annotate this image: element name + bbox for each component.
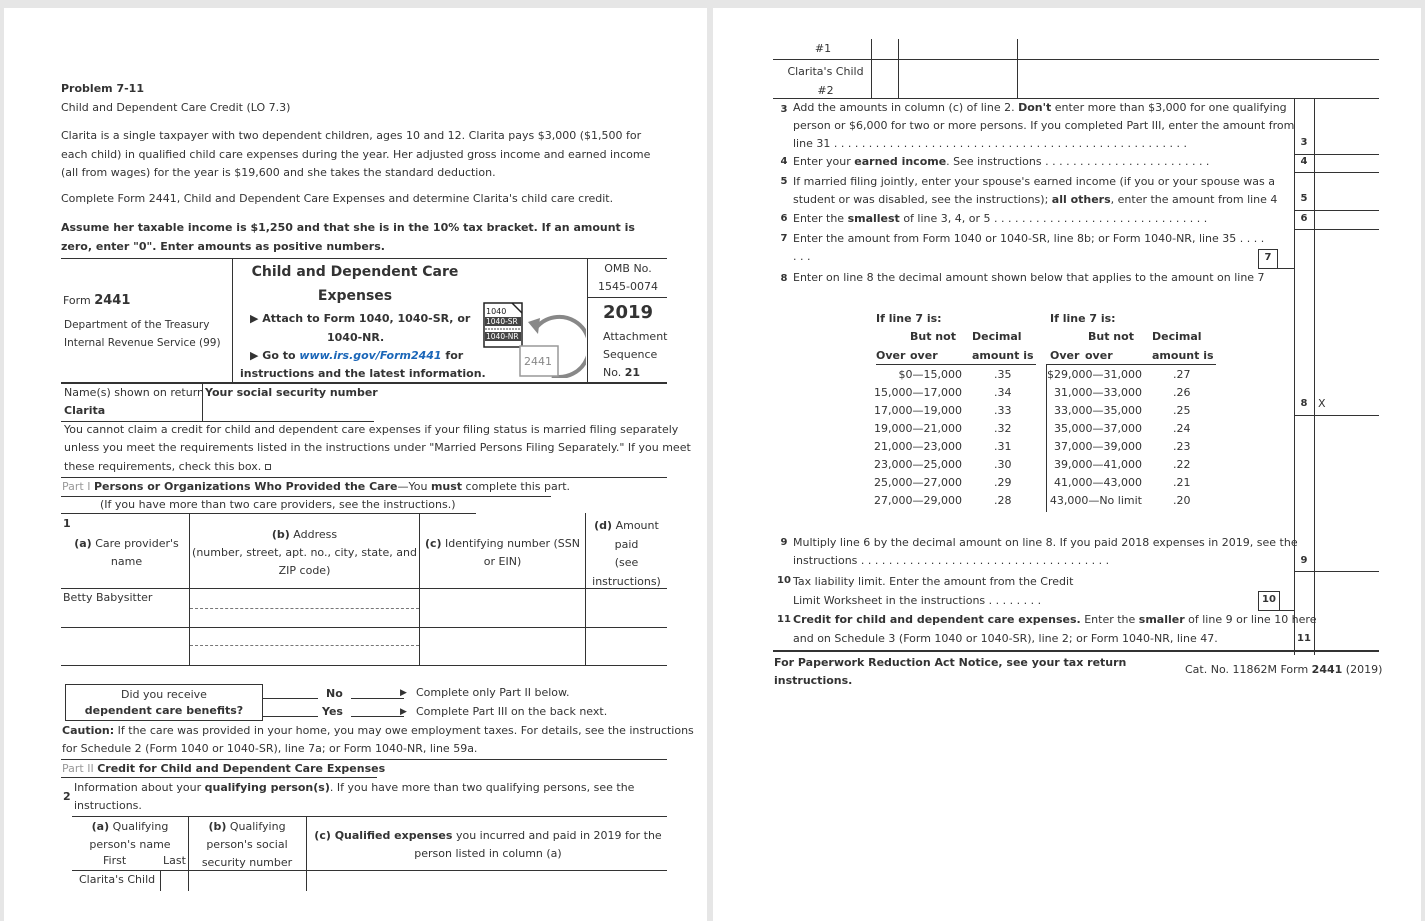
line3-text-2: person or $6,000 for two or more persons. If you completed Part III, enter the amount from xyxy=(793,119,1295,132)
child-col-div-3 xyxy=(1017,39,1018,99)
line4-text: Enter your earned income. See instructions . . . . . . . . . . . . . . . . . . . . . . . . xyxy=(793,155,1210,168)
right-decimal: .24 xyxy=(1173,422,1191,435)
line2-number: 2 xyxy=(63,790,71,803)
right-range: 33,000—35,000 xyxy=(1054,404,1142,417)
left-range: 21,000—23,000 xyxy=(874,440,962,453)
right-range: 39,000—41,000 xyxy=(1054,458,1142,471)
left-range: 15,000—17,000 xyxy=(874,386,962,399)
table-decimal-left: Decimal xyxy=(972,330,1022,343)
table-head-rule-left xyxy=(876,364,1036,365)
table-over2-right: over xyxy=(1085,349,1113,362)
left-ranges-col xyxy=(873,366,962,510)
line3-text-1: Add the amounts in column (c) of line 2. Don't enter more than $3,000 for one qualifying xyxy=(793,101,1287,114)
col-c-header: (c) Identifying number (SSN or EIN) xyxy=(424,537,581,568)
provider-row-rule-2 xyxy=(61,665,667,666)
problem-paragraph-2: Complete Form 2441, Child and Dependent Care Expenses and determine Clarita's child care credit. xyxy=(61,192,614,205)
caution-rule xyxy=(61,759,667,760)
right-decimal: .27 xyxy=(1173,368,1191,381)
table-head-left: If line 7 is: xyxy=(876,312,942,325)
q-header-rule xyxy=(72,870,667,871)
no-action: Complete only Part II below. xyxy=(416,686,570,699)
address-dash-1 xyxy=(190,608,419,609)
line7-text-1: Enter the amount from Form 1040 or 1040-SR, line 8b; or Form 1040-NR, line 35 . . . . xyxy=(793,232,1265,245)
icon-label-1040: 1040 xyxy=(486,307,507,316)
line3-rule[interactable] xyxy=(1294,154,1379,155)
part1-heading: Part I Persons or Organizations Who Provided the Care—You must complete this part. xyxy=(62,480,571,493)
caution-line-2: for Schedule 2 (Form 1040 or 1040-SR), line 7a; or Form 1040-NR, line 59a. xyxy=(62,742,478,755)
icon-label-1040nr: 1040-NR xyxy=(486,332,519,341)
caution-line-1: Caution: If the care was provided in your home, you may owe employment taxes. For details, see the instructions xyxy=(62,724,694,737)
line2-text-2: instructions. xyxy=(74,799,142,812)
no-arrow-icon: ▶ xyxy=(400,688,407,698)
line6-text: Enter the smallest of line 3, 4, or 5 . . . . . . . . . . . . . . . . . . . . . . . . . . . . . . . xyxy=(793,212,1208,225)
line10-number: 10 xyxy=(777,575,791,586)
ssn-label: Your social security number xyxy=(205,386,378,399)
right-page xyxy=(713,8,1421,921)
q-first-last-div xyxy=(160,870,161,891)
q-col-a-last: Last xyxy=(163,854,186,867)
q-col-a-header: (a) Qualifying person's name xyxy=(89,820,171,851)
problem-title: Problem 7-11 xyxy=(61,82,144,95)
line8-number: 8 xyxy=(780,273,788,284)
goto-line-2: instructions and the latest information. xyxy=(240,367,486,380)
line8-text: Enter on line 8 the decimal amount shown below that applies to the amount on line 7 xyxy=(793,271,1265,284)
line2-rule xyxy=(72,816,667,817)
header-bottom-rule xyxy=(61,382,667,384)
line4-number: 4 xyxy=(780,156,788,167)
address-dash-2 xyxy=(190,645,419,646)
left-page xyxy=(4,8,707,921)
line10-text-2: Limit Worksheet in the instructions . . . . . . . . xyxy=(793,594,1042,607)
line11-text-1: Credit for child and dependent care expenses. Enter the smaller of line 9 or line 10 here xyxy=(793,613,1317,626)
right-decimal: .25 xyxy=(1173,404,1191,417)
table-amount-right: amount is xyxy=(1152,349,1214,362)
left-range: 27,000—29,000 xyxy=(874,494,962,507)
right-decimal: .21 xyxy=(1173,476,1191,489)
footer-rule xyxy=(773,650,1379,652)
line10-rule[interactable] xyxy=(1258,610,1294,611)
table-head-right: If line 7 is: xyxy=(1050,312,1116,325)
line9-number: 9 xyxy=(780,537,788,548)
names-divider xyxy=(202,384,203,421)
header-divider-2 xyxy=(587,258,588,382)
right-range: 43,000—No limit xyxy=(1049,494,1142,507)
right-range: 31,000—33,000 xyxy=(1054,386,1142,399)
omb-number: 1545-0074 xyxy=(598,280,658,293)
child-row-2-rule xyxy=(773,98,1379,99)
table-decimal-right: Decimal xyxy=(1152,330,1202,343)
table-over-right: Over xyxy=(1050,349,1080,362)
line10-text-1: Tax liability limit. Enter the amount from the Credit xyxy=(793,575,1074,588)
left-range: 19,000—21,000 xyxy=(874,422,962,435)
left-range: 23,000—25,000 xyxy=(874,458,962,471)
left-decimal: .29 xyxy=(994,476,1012,489)
problem-paragraph-3: Assume her taxable income is $1,250 and that she is in the 10% tax bracket. If an amount is zero, enter "0". Enter amounts as positive numbers. xyxy=(61,221,635,253)
problem-paragraph-1: Clarita is a single taxpayer with two dependent children, ages 10 and 12. Clarita pays $3,000 ($1,500 for each child) in qualified child care expenses during the year. Her adjusted gross income and earned income (all from wages) for the year is $19,600 and she takes the standard deduction. xyxy=(61,129,651,179)
table-over-left: Over xyxy=(876,349,906,362)
name-rule xyxy=(61,421,374,422)
q-col-b-header: (b) Qualifying person's social security number xyxy=(201,820,293,869)
yes-label[interactable]: Yes xyxy=(322,705,343,718)
child-col-div-1 xyxy=(871,39,872,99)
dept-treasury: Department of the Treasury xyxy=(64,319,210,331)
left-decimal: .31 xyxy=(994,440,1012,453)
right-range: 35,000—37,000 xyxy=(1054,422,1142,435)
provider-name-1[interactable]: Betty Babysitter xyxy=(63,591,153,604)
yes-leader-1 xyxy=(263,716,318,717)
provider-header-rule xyxy=(61,588,667,589)
line8-rule[interactable] xyxy=(1294,415,1379,416)
mfs-rule xyxy=(61,477,667,478)
line5-box-number: 5 xyxy=(1300,193,1308,204)
left-decimal: .30 xyxy=(994,458,1012,471)
left-decimal: .32 xyxy=(994,422,1012,435)
left-range: 25,000—27,000 xyxy=(874,476,962,489)
icon-label-1040sr: 1040-SR xyxy=(486,317,518,326)
line9-text-2: instructions . . . . . . . . . . . . . . . . . . . . . . . . . . . . . . . . . . . . xyxy=(793,554,1110,567)
child-row-1-label: #1 xyxy=(814,42,832,55)
line4-rule[interactable] xyxy=(1294,172,1379,173)
line1-number: 1 xyxy=(63,517,71,530)
tax-year: 2019 xyxy=(602,302,654,323)
icon-label-2441: 2441 xyxy=(524,355,552,368)
yes-leader-2 xyxy=(351,716,404,717)
part1-heading-rule xyxy=(61,496,551,497)
names-label: Name(s) shown on return xyxy=(64,386,204,399)
right-decimal: .23 xyxy=(1173,440,1191,453)
child-row-1-rule xyxy=(773,59,1379,60)
part1-note-rule xyxy=(61,513,476,514)
line4-box-number: 4 xyxy=(1300,156,1308,167)
right-decimal: .22 xyxy=(1173,458,1191,471)
left-decimal: .28 xyxy=(994,494,1012,507)
table-but-not-left: But not xyxy=(910,330,956,343)
right-range: $29,000—31,000 xyxy=(1047,368,1142,381)
line10-box-number: 10 xyxy=(1262,594,1276,605)
line9-rule[interactable] xyxy=(1294,571,1379,572)
line5-text-1: If married filing jointly, enter your spouse's earned income (if you or your spouse was a xyxy=(793,175,1275,188)
table-head-rule-right xyxy=(1046,364,1216,365)
q-col-a-first: First xyxy=(103,854,127,867)
table-but-not-right: But not xyxy=(1088,330,1134,343)
yes-arrow-icon: ▶ xyxy=(400,707,407,717)
line5-number: 5 xyxy=(780,176,788,187)
no-leader-2 xyxy=(351,698,404,699)
left-range: $0—15,000 xyxy=(898,368,962,381)
seq-label-2: Sequence xyxy=(603,348,658,361)
no-label[interactable]: No xyxy=(326,687,343,700)
left-range: 17,000—19,000 xyxy=(874,404,962,417)
seq-label-3: No. 21 xyxy=(603,366,641,379)
qualifying-child-1-name[interactable]: Clarita's Child xyxy=(79,873,156,886)
header-divider-1 xyxy=(232,258,233,382)
line3-text-3: line 31 . . . . . . . . . . . . . . . . . . . . . . . . . . . . . . . . . . . . . . . . . . . . . . . . . . . xyxy=(793,137,1187,150)
part2-heading: Part II Credit for Child and Dependent Care Expenses xyxy=(62,762,386,775)
attach-line-1: ▶ Attach to Form 1040, 1040-SR, or xyxy=(250,312,471,325)
child-col-div-2 xyxy=(898,39,899,99)
line8-box-number: 8 xyxy=(1300,398,1308,409)
omb-label: OMB No. xyxy=(604,262,652,275)
form-attachment-icon xyxy=(482,302,586,378)
line7-text-2: . . . xyxy=(793,250,811,263)
line5-text-2: student or was disabled, see the instructions); all others, enter the amount from line 4 xyxy=(793,193,1278,206)
problem-subtitle: Child and Dependent Care Credit (LO 7.3) xyxy=(61,101,291,114)
line11-box-number: 11 xyxy=(1297,633,1311,644)
right-decimal: .20 xyxy=(1173,494,1191,507)
benefits-question-box: Did you receive dependent care benefits? xyxy=(65,684,263,721)
header-top-rule xyxy=(61,258,667,259)
right-decimal: .26 xyxy=(1173,386,1191,399)
right-decimals-col xyxy=(1173,366,1213,510)
part2-heading-rule xyxy=(61,777,377,778)
line7-rule[interactable] xyxy=(1258,268,1294,269)
line11-text-2: and on Schedule 3 (Form 1040 or 1040-SR), line 2; or Form 1040-NR, line 47. xyxy=(793,632,1218,645)
form-title-2: Expenses xyxy=(317,288,393,304)
irs-link[interactable]: www.irs.gov/Form2441 xyxy=(299,349,442,362)
form-number: Form 2441 xyxy=(63,293,131,308)
line11-number: 11 xyxy=(777,614,791,625)
right-range: 41,000—43,000 xyxy=(1054,476,1142,489)
line8-value[interactable]: X xyxy=(1318,397,1326,410)
line3-box-number: 3 xyxy=(1300,137,1308,148)
seq-label-1: Attachment xyxy=(603,330,668,343)
footer-notice: For Paperwork Reduction Act Notice, see your tax return instructions. xyxy=(774,656,1127,687)
line6-number: 6 xyxy=(780,213,788,224)
line9-text-1: Multiply line 6 by the decimal amount on line 8. If you paid 2018 expenses in 2019, see the xyxy=(793,536,1298,549)
mfs-text-2: unless you meet the requirements listed in the instructions under "Married Persons Filing Separately." If you meet xyxy=(64,441,691,454)
line9-box-number: 9 xyxy=(1300,555,1308,566)
yes-action: Complete Part III on the back next. xyxy=(416,705,608,718)
attach-line-2: 1040-NR. xyxy=(327,331,385,344)
line6-rule[interactable] xyxy=(1294,229,1379,230)
goto-line: ▶ Go to www.irs.gov/Form2441 for xyxy=(250,349,464,362)
line7-number: 7 xyxy=(780,233,788,244)
child-row-2-label: Clarita's Child #2 xyxy=(787,65,864,97)
dept-irs: Internal Revenue Service (99) xyxy=(64,337,221,349)
table-amount-left: amount is xyxy=(972,349,1034,362)
col-b-header: (b) Address (number, street, apt. no., city, state, and ZIP code) xyxy=(192,528,417,577)
line5-rule[interactable] xyxy=(1294,210,1379,211)
col-d-header: (d) Amount paid (see instructions) xyxy=(592,519,661,588)
part1-note: (If you have more than two care providers, see the instructions.) xyxy=(100,498,456,511)
mfs-checkbox[interactable] xyxy=(265,464,271,470)
q-col-div-2 xyxy=(306,816,307,891)
col-a-header: (a) Care provider's name xyxy=(74,537,179,568)
line6-box-number: 6 xyxy=(1300,213,1308,224)
form-title-1: Child and Dependent Care xyxy=(251,264,459,280)
omb-rule xyxy=(587,297,667,298)
right-ranges-col xyxy=(1046,366,1142,510)
table-over2-left: over xyxy=(910,349,938,362)
line2-text-1: Information about your qualifying person(s). If you have more than two qualifying persons, see the xyxy=(74,781,635,794)
q-col-c-header: (c) Qualified expenses you incurred and paid in 2019 for the person listed in column (a) xyxy=(314,829,662,860)
left-decimal: .35 xyxy=(994,368,1012,381)
provider-row-rule-1 xyxy=(61,627,667,628)
left-decimal: .33 xyxy=(994,404,1012,417)
footer-cat: Cat. No. 11862M Form 2441 (2019) xyxy=(1185,663,1383,676)
line7-box-number: 7 xyxy=(1264,252,1272,263)
left-decimals-col xyxy=(994,366,1034,510)
no-leader-1 xyxy=(263,698,318,699)
line3-number: 3 xyxy=(780,104,788,115)
taxpayer-name[interactable]: Clarita xyxy=(64,404,106,417)
mfs-text-3: these requirements, check this box. xyxy=(64,460,271,473)
right-range: 37,000—39,000 xyxy=(1054,440,1142,453)
mfs-text-1: You cannot claim a credit for child and dependent care expenses if your filing status is married filing separately xyxy=(64,423,679,436)
left-decimal: .34 xyxy=(994,386,1012,399)
